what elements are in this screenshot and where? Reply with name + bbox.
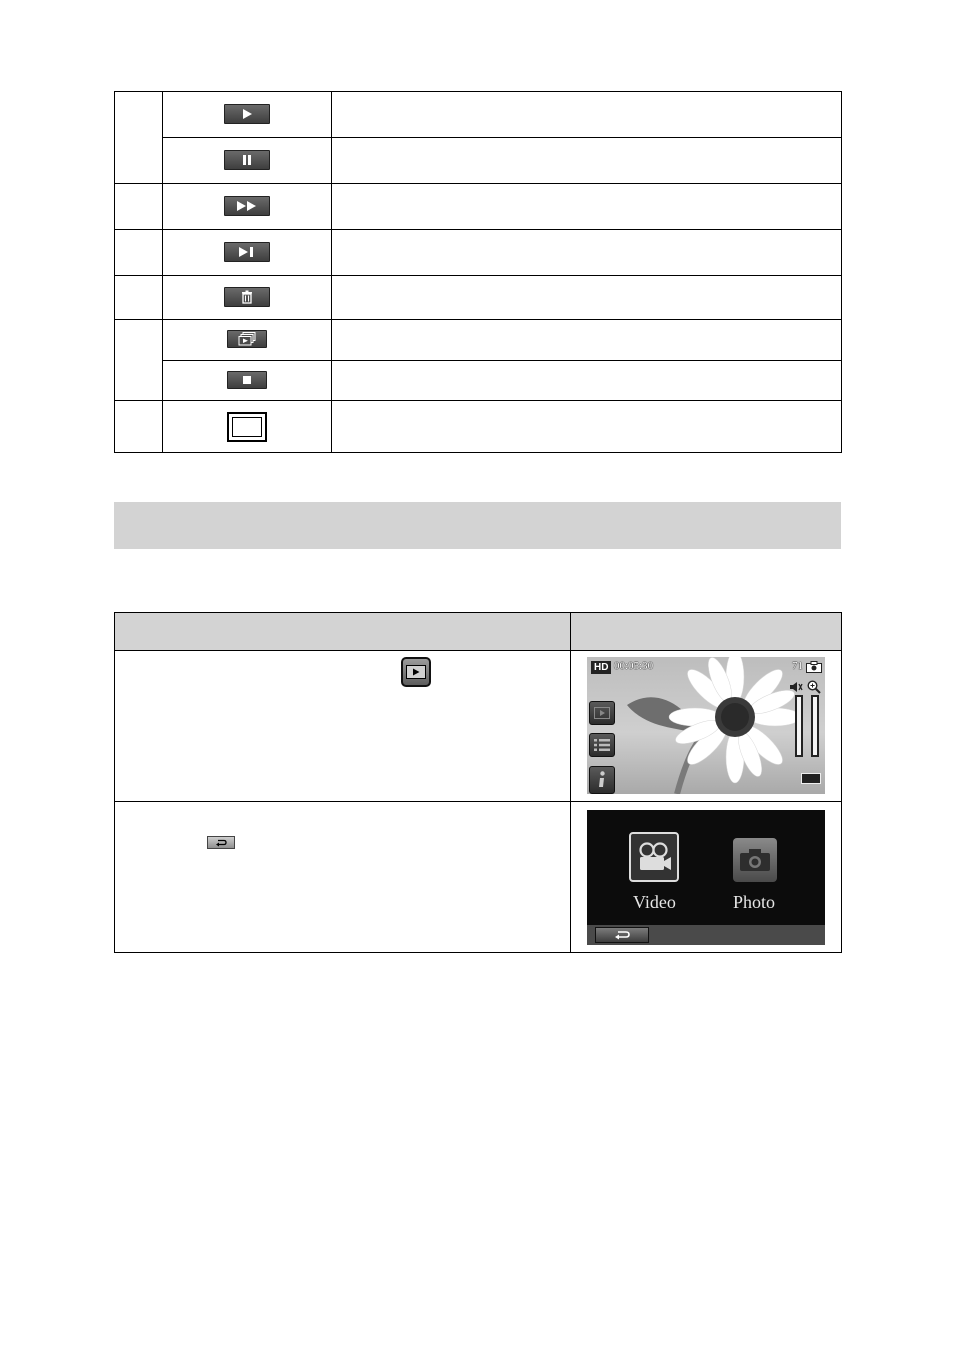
header-cell-screen	[571, 613, 842, 651]
header-cell-steps	[115, 613, 571, 651]
next-track-icon	[224, 242, 270, 262]
description-cell	[332, 320, 842, 361]
table-row	[115, 138, 842, 184]
row-number-cell	[115, 320, 163, 401]
row-number-cell	[115, 92, 163, 184]
playback-mode-icon	[401, 657, 431, 687]
table-row	[115, 92, 842, 138]
camera-mode-icon	[806, 661, 822, 673]
description-cell	[332, 361, 842, 401]
info-button[interactable]	[589, 766, 615, 794]
step-text-cell	[115, 802, 571, 953]
frame-icon	[227, 412, 267, 442]
video-mode-button[interactable]	[629, 832, 679, 882]
mode-select-screen	[587, 810, 825, 945]
row-number-cell	[115, 401, 163, 453]
table-row	[115, 651, 842, 802]
playback-screen	[587, 657, 825, 794]
slideshow-icon	[227, 330, 267, 348]
camera-icon	[739, 848, 771, 872]
battery-icon	[801, 773, 821, 784]
zoom-icon	[807, 680, 821, 694]
step-screen-cell	[571, 802, 842, 953]
video-camera-icon	[636, 841, 672, 873]
description-cell	[332, 138, 842, 184]
description-cell	[332, 92, 842, 138]
back-button[interactable]	[595, 927, 649, 943]
hd-badge: HD	[591, 661, 611, 674]
file-count: 71	[792, 660, 803, 672]
table-row	[115, 184, 842, 230]
row-number-cell	[115, 230, 163, 276]
description-cell	[332, 230, 842, 276]
menu-list-button[interactable]	[589, 733, 615, 757]
table-row	[115, 230, 842, 276]
row-number-cell	[115, 276, 163, 320]
stop-icon	[227, 371, 267, 389]
photo-label: Photo	[733, 892, 776, 912]
description-cell	[332, 184, 842, 230]
back-arrow-icon	[614, 930, 630, 940]
screen-footer	[587, 925, 825, 945]
step-text-cell	[115, 651, 571, 802]
controls-table	[114, 91, 842, 453]
recording-time: 00:05:30	[614, 660, 654, 672]
table-row	[115, 401, 842, 453]
table-row	[115, 320, 842, 361]
back-icon	[207, 836, 235, 849]
zoom-slider[interactable]	[811, 695, 819, 757]
delete-icon	[224, 287, 270, 307]
play-icon	[224, 104, 270, 124]
playback-button[interactable]	[589, 701, 615, 725]
table-row	[115, 276, 842, 320]
pause-icon	[224, 150, 270, 170]
description-cell	[332, 401, 842, 453]
table-header-row	[115, 613, 842, 651]
photo-mode-button[interactable]	[733, 838, 777, 882]
sunflower-image	[587, 657, 825, 794]
steps-table	[114, 612, 842, 953]
volume-slider[interactable]	[795, 695, 803, 757]
step-screen-cell	[571, 651, 842, 802]
row-number-cell	[115, 184, 163, 230]
fast-forward-icon	[224, 196, 270, 216]
volume-icon	[789, 681, 803, 693]
section-heading-bar	[114, 502, 841, 549]
description-cell	[332, 276, 842, 320]
table-row	[115, 361, 842, 401]
table-row	[115, 802, 842, 953]
video-label: Video	[633, 892, 676, 912]
